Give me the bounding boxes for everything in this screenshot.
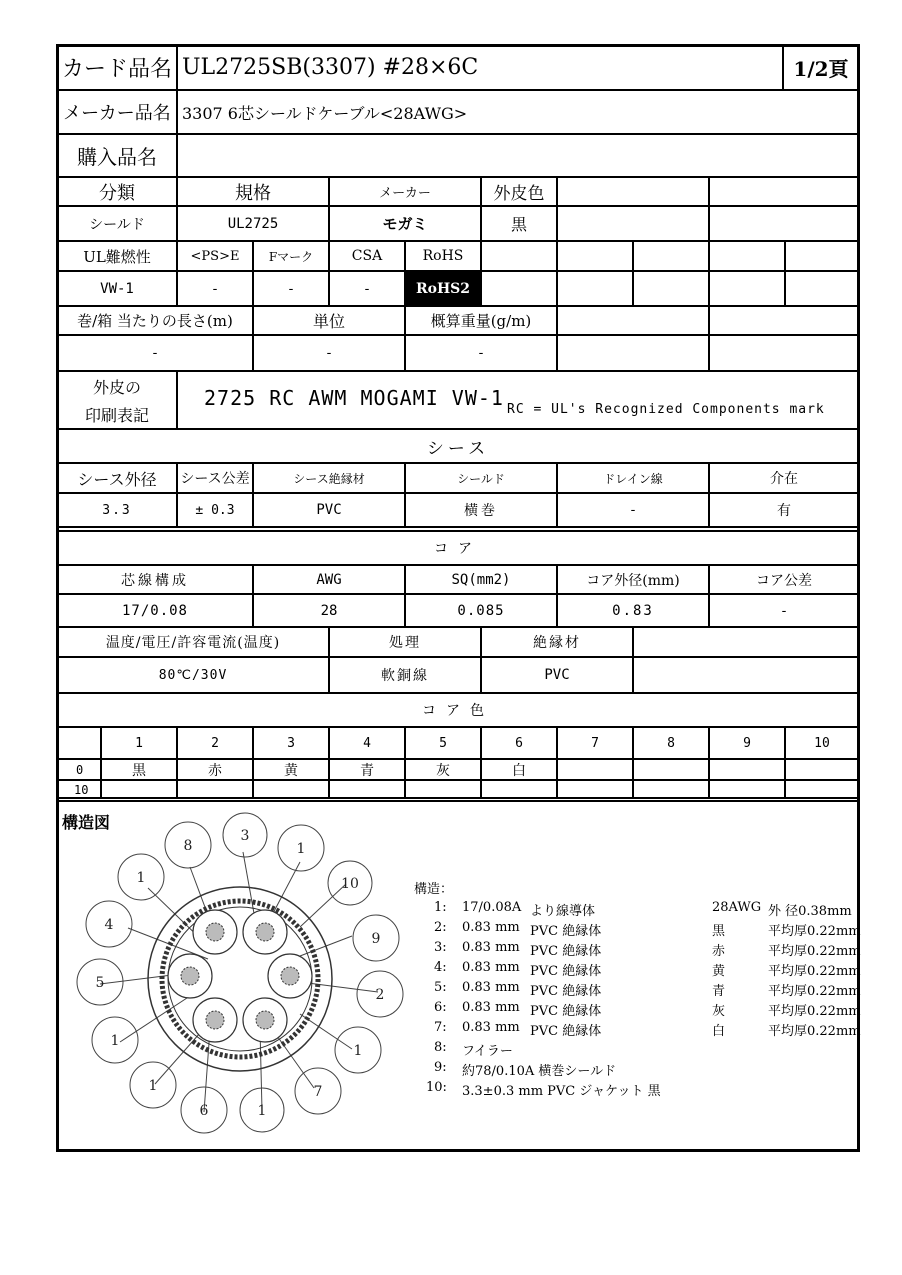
- csa-header: CSA: [351, 248, 383, 264]
- core-color-number: 9: [743, 735, 751, 751]
- classification-header: 分類: [99, 182, 135, 204]
- core-color-number: 2: [211, 735, 219, 751]
- core-tolerance-header: コア公差: [756, 572, 812, 589]
- structure-legend: [412, 878, 861, 1108]
- callout-number: 2: [375, 987, 385, 1003]
- legend-cell: 青: [712, 984, 726, 999]
- purchase-name-value: [178, 135, 858, 176]
- callout-number: 1: [353, 1043, 363, 1059]
- insulation-header: 絶縁材: [533, 635, 581, 651]
- core-color-number: 3: [287, 735, 295, 751]
- legend-cell: 7:: [434, 1020, 447, 1035]
- legend-cell: 灰: [712, 1004, 726, 1019]
- legend-cell: 3.3±0.3 mm PVC ジャケット 黒: [462, 1084, 661, 1099]
- legend-cell: 0.83 mm: [462, 1000, 520, 1015]
- print-marking-text: 2725 RC AWM MOGAMI VW-1: [204, 386, 504, 410]
- callout-number: 1: [136, 870, 146, 886]
- core-color-cell: 灰: [436, 762, 450, 779]
- rohs-header: RoHS: [422, 248, 464, 264]
- callout-number: 7: [313, 1084, 323, 1100]
- sheath-tolerance-header: シース公差: [180, 471, 250, 487]
- legend-cell: 4:: [434, 960, 447, 975]
- ul-flame-header: UL難燃性: [83, 247, 151, 266]
- purchase-name-label: 購入品名: [77, 145, 157, 169]
- fmark-header: Fマーク: [268, 249, 314, 264]
- legend-cell: 2:: [434, 920, 447, 935]
- legend-cell: 28AWG: [712, 900, 762, 915]
- temp-voltage-header: 温度/電圧/許容電流(温度): [105, 635, 281, 651]
- ul-flame-value: VW-1: [100, 280, 134, 297]
- legend-cell: 10:: [426, 1080, 447, 1095]
- legend-cell: PVC 絶縁体: [530, 1004, 602, 1019]
- legend-cell: 8:: [434, 1040, 447, 1055]
- csa-value: -: [364, 280, 370, 297]
- core-color-cell: 白: [512, 762, 526, 779]
- maker-name-value: 3307 6芯シールドケーブル<28AWG>: [182, 103, 468, 123]
- core-color-section-title: コア色: [422, 703, 494, 719]
- core-color-number: 1: [135, 735, 143, 751]
- sheath-color-value: 黒: [510, 215, 527, 234]
- legend-cell: 赤: [712, 944, 726, 959]
- legend-cell: 平均厚0.22mm: [768, 1004, 861, 1019]
- standard-value: UL2725: [227, 215, 279, 232]
- callout-number: 6: [199, 1103, 209, 1119]
- legend-cell: 約78/0.10A 横巻シールド: [462, 1064, 617, 1079]
- maker-name-label: メーカー品名: [63, 103, 171, 124]
- structure-title: 構造図: [62, 813, 111, 832]
- filler-header: 介在: [770, 471, 798, 487]
- core-od-header: コア外径(mm): [586, 572, 680, 589]
- core-color-number: 4: [363, 735, 371, 751]
- sq-value: 0.085: [457, 602, 505, 619]
- length-per-reel-header: 巻/箱 当たりの長さ(m): [77, 312, 233, 330]
- legend-cell: フイラー: [462, 1044, 513, 1059]
- legend-cell: 平均厚0.22mm: [768, 924, 861, 939]
- legend-cell: 3:: [434, 940, 447, 955]
- callout-number: 1: [257, 1103, 267, 1119]
- treatment-header: 処理: [389, 635, 421, 651]
- sheath-od-header: シース外径: [77, 469, 157, 489]
- length-per-reel-value: -: [152, 345, 158, 361]
- fmark-value: -: [288, 280, 294, 297]
- legend-cell: PVC 絶縁体: [530, 944, 602, 959]
- core-color-number: 5: [439, 735, 447, 751]
- core-color-number: 6: [515, 735, 523, 751]
- legend-cell: 0.83 mm: [462, 960, 520, 975]
- callout-number: 5: [95, 975, 105, 991]
- weight-header: 概算重量(g/m): [430, 312, 532, 330]
- pse-header: <PS>E: [190, 248, 240, 264]
- core-color-cell: 黒: [132, 762, 146, 779]
- legend-cell: 0.83 mm: [462, 980, 520, 995]
- core-color-row-label: 10: [74, 782, 89, 797]
- page-number: 1/2頁: [793, 57, 849, 81]
- sheath-insulation-header: シース絶縁材: [293, 471, 365, 486]
- standard-header: 規格: [235, 182, 271, 204]
- legend-cell: より線導体: [530, 904, 596, 919]
- sheath-od-value: 3.3: [102, 502, 132, 518]
- callout-number: 1: [296, 841, 306, 857]
- callout-number: 3: [240, 828, 250, 844]
- legend-cell: 6:: [434, 1000, 447, 1015]
- legend-cell: 外 径0.38mm: [768, 904, 852, 919]
- legend-cell: 平均厚0.22mm: [768, 944, 861, 959]
- callout-number: 8: [183, 838, 193, 854]
- core-color-row-label: 0: [76, 762, 84, 777]
- classification-value: シールド: [89, 216, 145, 233]
- legend-cell: 白: [712, 1024, 726, 1039]
- sheath-insulation-value: PVC: [316, 502, 342, 518]
- legend-cell: 平均厚0.22mm: [768, 1024, 861, 1039]
- legend-cell: PVC 絶縁体: [530, 1024, 602, 1039]
- print-marking-note: RC = UL's Recognized Components mark: [507, 401, 825, 417]
- sheath-tolerance-value: ± 0.3: [195, 502, 235, 518]
- legend-title: 構造：: [414, 882, 454, 897]
- core-color-cell: 黄: [284, 762, 298, 779]
- conductor-header: 芯線構成: [121, 572, 189, 589]
- weight-value: -: [478, 345, 484, 361]
- callout-number: 1: [110, 1033, 120, 1049]
- legend-cell: 0.83 mm: [462, 1020, 520, 1035]
- sheath-color-header: 外皮色: [493, 184, 545, 204]
- legend-cell: 0.83 mm: [462, 920, 520, 935]
- sheath-section-title: シース: [426, 438, 490, 459]
- callout-number: 10: [341, 876, 359, 892]
- maker-header: メーカー: [379, 186, 431, 201]
- legend-cell: PVC 絶縁体: [530, 924, 602, 939]
- legend-cell: PVC 絶縁体: [530, 964, 602, 979]
- insulation-value: PVC: [544, 667, 570, 683]
- rohs-badge: RoHS2: [406, 272, 480, 305]
- print-label-line1: 外皮の: [92, 377, 141, 397]
- pse-value: -: [212, 280, 218, 297]
- card-name-value: UL2725SB(3307) #28×6C: [182, 55, 479, 80]
- callout-number: 9: [371, 931, 381, 947]
- maker-value: モガミ: [382, 215, 428, 233]
- core-od-value: 0.83: [612, 602, 654, 619]
- temp-voltage-value: 80℃/30V: [158, 667, 228, 683]
- legend-cell: 5:: [434, 980, 447, 995]
- legend-cell: 1:: [434, 900, 447, 915]
- core-tolerance-value: -: [781, 602, 787, 619]
- drain-wire-value: -: [630, 502, 636, 518]
- core-color-cell: 青: [360, 762, 374, 779]
- treatment-value: 軟銅線: [381, 668, 429, 684]
- callout-number: 4: [104, 917, 114, 933]
- drain-wire-header: ドレイン線: [603, 471, 663, 486]
- callout-number: 1: [148, 1078, 158, 1094]
- unit-value: -: [326, 345, 332, 361]
- core-color-number: 7: [591, 735, 599, 751]
- cable-cross-section-diagram: [60, 804, 410, 1144]
- legend-cell: 平均厚0.22mm: [768, 984, 861, 999]
- legend-cell: PVC 絶縁体: [530, 984, 602, 999]
- awg-value: 28: [320, 602, 338, 619]
- core-color-cell: 赤: [208, 762, 222, 779]
- card-name-label: カード品名: [61, 57, 172, 82]
- core-color-number: 8: [667, 735, 675, 751]
- legend-cell: 9:: [434, 1060, 447, 1075]
- legend-cell: 黒: [712, 924, 726, 939]
- legend-cell: 平均厚0.22mm: [768, 964, 861, 979]
- core-section-title: コア: [434, 541, 482, 557]
- legend-cell: 黄: [712, 964, 726, 979]
- legend-cell: 0.83 mm: [462, 940, 520, 955]
- unit-header: 単位: [312, 312, 345, 331]
- conductor-value: 17/0.08: [121, 602, 188, 619]
- sq-header: SQ(mm2): [451, 571, 511, 588]
- print-label-line2: 印刷表記: [84, 405, 149, 425]
- legend-cell: 17/0.08A: [462, 900, 522, 915]
- shield-value: 横巻: [464, 503, 498, 519]
- awg-header: AWG: [316, 571, 342, 588]
- core-color-number: 10: [814, 735, 830, 751]
- filler-value: 有: [777, 503, 791, 519]
- shield-header: シールド: [457, 471, 505, 486]
